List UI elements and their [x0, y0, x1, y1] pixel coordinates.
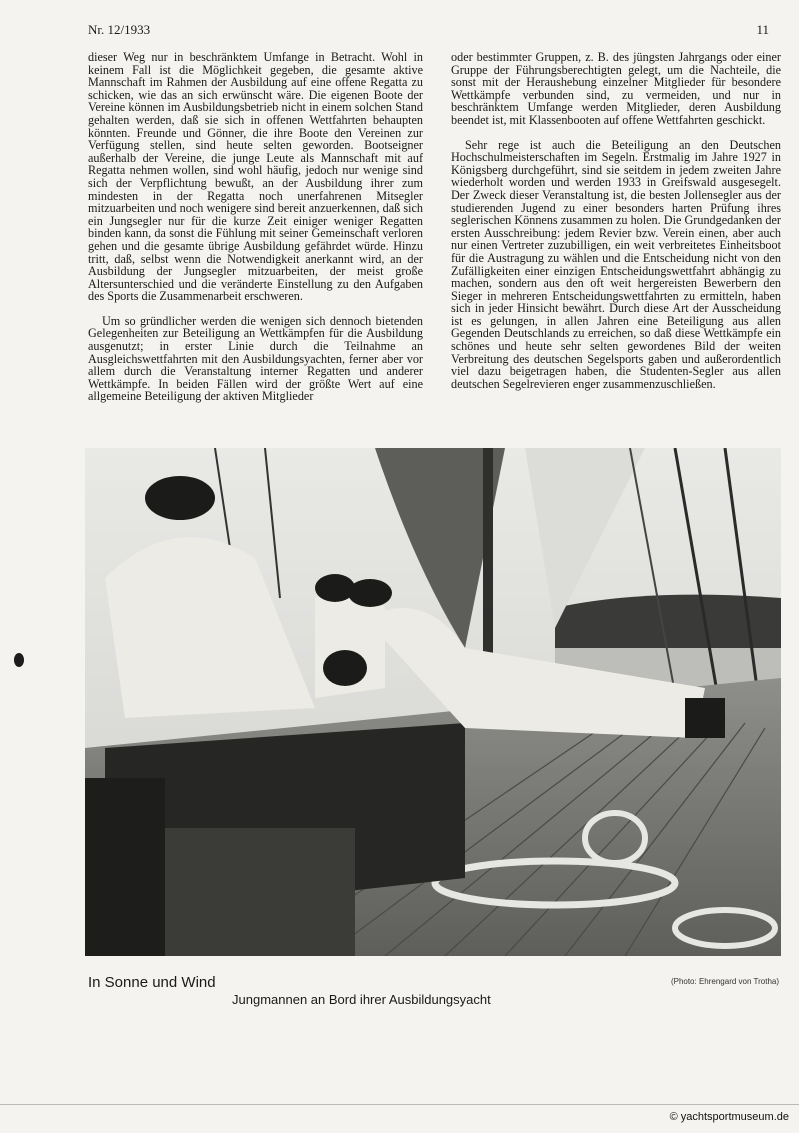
right-text-column	[451, 51, 781, 390]
binding-hole	[14, 653, 24, 667]
issue-number: Nr. 12/1933	[88, 22, 151, 37]
page-header	[88, 22, 769, 42]
yacht-deck-illustration	[85, 448, 781, 956]
left-text-column	[88, 51, 423, 403]
paragraph: Um so gründlicher werden die wenigen sich dennoch bietenden Gelegenheiten zur Beteiligung an Wettkämpfen für die Ausbildung ausgenutzt; in erster Linie durch die Teilnahme an Ausgleichswettfahrten mit den Ausbildungsyachten, ferner aber vor allem durch die Veranstaltung interner Regatten und anderer Wettkämpfe. In beiden Fällen wird der größte Wert auf eine allgemeine Beteiligung der aktiven Mitglieder	[88, 313, 423, 404]
paragraph: oder bestimmter Gruppen, z. B. des jüngsten Jahrgangs oder einer Gruppe der Führungsberechtigten gelegt, um die Nachteile, die sonst mit der Heraushebung einzelner Mitglieder für besondere Wettkämpfe verbunden sind, zu vermeiden, und nur in beschränktem Umfange werden Mitglieder, deren Ausbildung beendet ist, mit Klassenbooten auf offene Wettfahrten geschickt.	[451, 50, 781, 127]
photo-credit: (Photo: Ehrengard von Trotha)	[670, 977, 779, 986]
footer-divider	[0, 1104, 799, 1105]
watermark: © yachtsportmuseum.de	[669, 1111, 789, 1123]
sailing-photo	[85, 448, 781, 956]
paragraph: Sehr rege ist auch die Beteiligung an den Deutschen Hochschulmeisterschaften im Segeln. Erstmalig im Jahre 1927 in Königsberg durchgeführt, sind sie seitdem in jedem zweiten Jahre wiederholt worden und werden 1933 in Greifswald ausgesegelt. Der Zweck dieser Veranstaltung ist, die besten Jollensegler aus der studierenden Jugend zu einer besonders harten Prüfung ihres seglerischen Könnens zusammen zu holen. Die Grundgedanken der ersten Ausschreibung: jedem Revier bzw. Verein einen, aber auch nur einen Vertreter zuzubilligen, ein weit verbreitetes Einheitsboot für die Austragung zu wählen und die Entscheidung nicht von den Zufälligkeiten einer einzigen Entscheidungswettfahrt abhängig zu machen, sondern aus den oft weit hergereisten Bewerbern den Sieger in mehreren Entscheidungswettfahrten zu ermitteln, haben sich in jeder Hinsicht bewährt. Durch diese Art der Ausscheidung ist es gelungen, in allen Jahren eine Beteiligung aus allen Gegenden Deutschlands zu erreichen, so daß diese Wettkämpfe ein schönes und heute sehr selten gewordenes Bild der weiten Verbreitung des deutschen Segelsports gaben und außerordentlich viel dazu beigetragen haben, die Studenten-Segler aus allen deutschen Segelrevieren enger zusammenzuschließen.	[451, 137, 781, 391]
photo-caption-subtitle: Jungmannen an Bord ihrer Ausbildungsyacht	[232, 992, 491, 1007]
paragraph: dieser Weg nur in beschränktem Umfange in Betracht. Wohl in keinem Fall ist die Möglichkeit gegeben, die gesamte aktive Mannschaft im Rahmen der Ausbildung auf eine offene Regatta zu schicken, wie das an sich erwünscht wäre. Die eigenen Boote der Vereine können im Ausbildungsbetrieb nicht in einem solchen Stand gehalten werden, daß sie sich in offenen Wettfahrten behaupten könnten. Freunde und Gönner, die ihre Boote den Vereinen zur Verfügung stellen, sind heute selten geworden. Bootseigner außerhalb der Vereine, die junge Leute als Mannschaft mit auf Regatta nehmen wollen, sind wohl häufig, jedoch nur wenige sind sich der Verpflichtung bewußt, an der Ausbildung ihrer zum mindesten in der Regatta noch unerfahrenen Mitsegler mitzuarbeiten und noch wenigere sind bereit anzuerkennen, daß sich ein Jungsegler nur für die kurze Zeit einiger weniger Regatten binden kann, da sonst die Fühlung mit seiner Gemeinschaft verloren gehen und die gesamte übrige Ausbildung gefährdet würde. Hinzu tritt, daß, selbst wenn die Notwendigkeit anerkannt wird, an der Ausbildung der Jungsegler mitzuarbeiten, der meist große Altersunterschied und die veränderte Einstellung zu den Aufgaben des Sports die Zusammenarbeit erschweren.	[88, 50, 423, 304]
photo-caption-title: In Sonne und Wind	[88, 974, 216, 991]
page-number: 11	[756, 22, 769, 37]
